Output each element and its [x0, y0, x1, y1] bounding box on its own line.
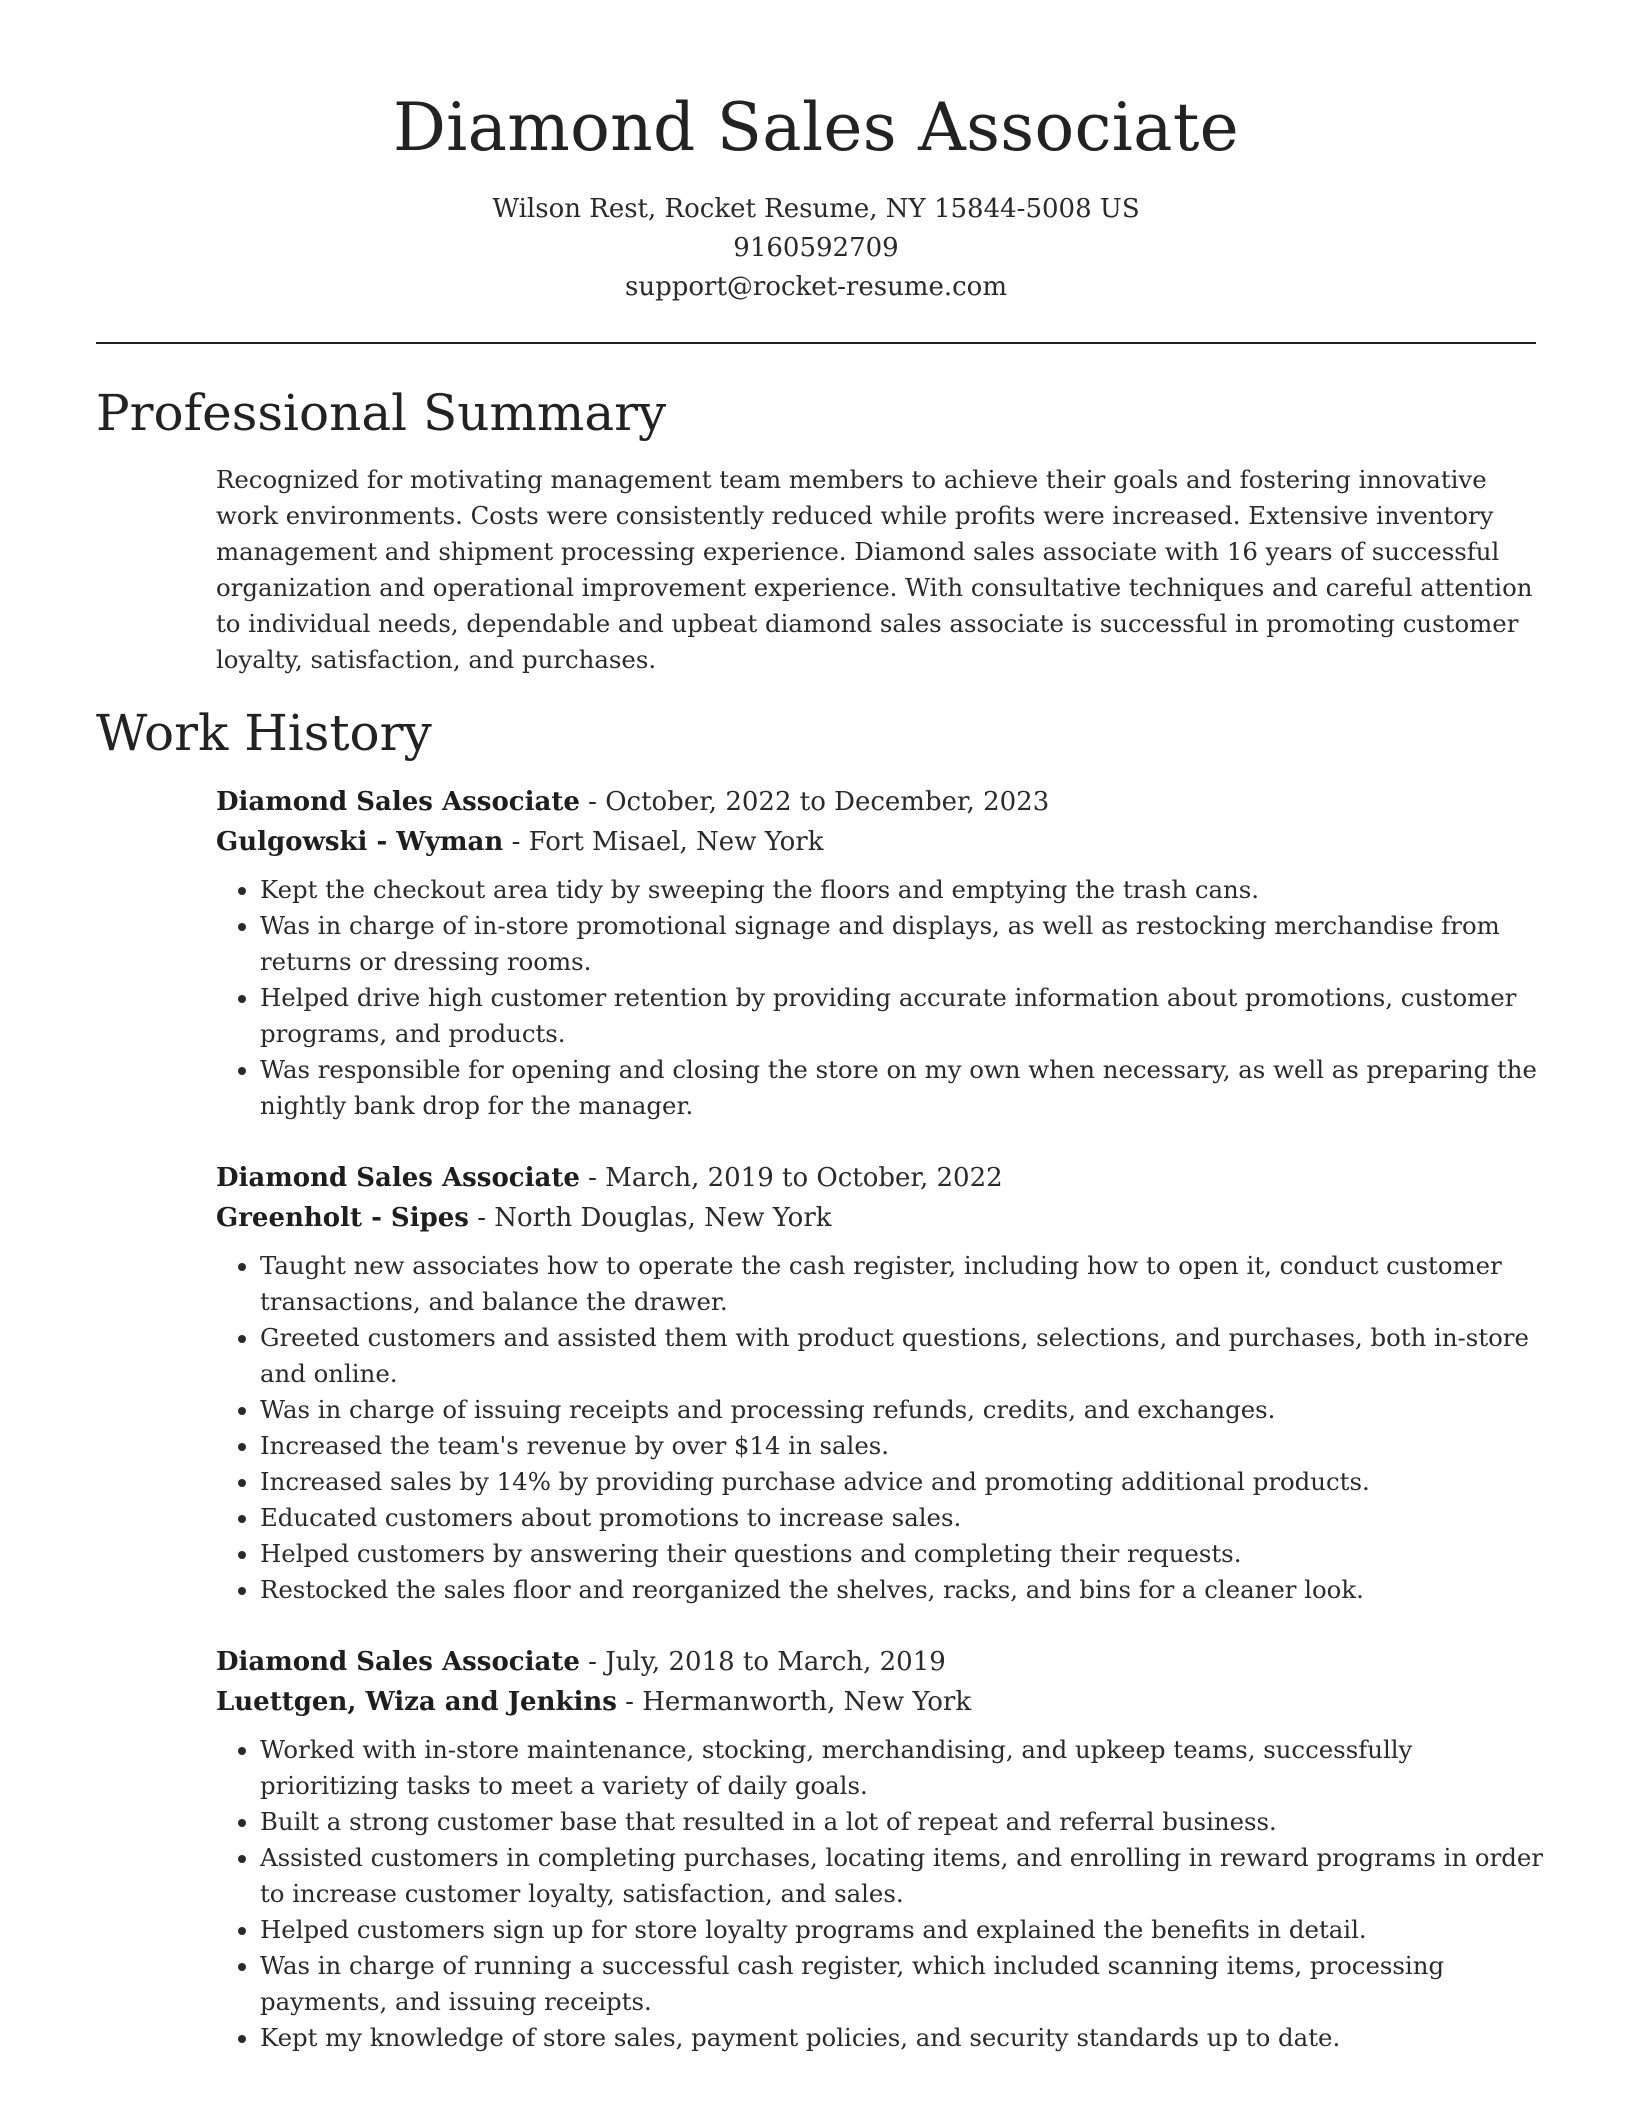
job-bullet: • Built a strong customer base that resulted in a lot of repeat and referral business. — [260, 1804, 1546, 1840]
job-bullet: • Was in charge of issuing receipts and processing refunds, credits, and exchanges. — [260, 1392, 1546, 1428]
header-divider — [96, 342, 1536, 344]
contact-phone: 9160592709 — [733, 233, 899, 263]
job-bullet: • Kept the checkout area tidy by sweeping the floors and emptying the trash cans. — [260, 872, 1546, 908]
job-bullet: • Taught new associates how to operate the cash register, including how to open it, conduct customer transactions, and balance the drawer. — [260, 1248, 1546, 1320]
resume-header — [0, 0, 1632, 307]
job-entry — [216, 782, 1546, 1124]
candidate-name: Diamond Sales Associate — [392, 89, 1240, 166]
job-bullet: • Educated customers about promotions to increase sales. — [260, 1500, 1546, 1536]
job-bullet: • Increased sales by 14% by providing purchase advice and promoting additional products. — [260, 1464, 1546, 1500]
job-bullet: • Was responsible for opening and closing the store on my own when necessary, as well as preparing the nightly bank drop for the manager. — [260, 1052, 1546, 1124]
job-company-line — [216, 1682, 1546, 1722]
summary-heading: Professional Summary — [96, 384, 667, 442]
job-bullet: • Helped customers by answering their questions and completing their requests. — [260, 1536, 1546, 1572]
job-title-line — [216, 782, 1546, 822]
job-title-line — [216, 1158, 1546, 1198]
job-bullet: • Restocked the sales floor and reorganized the shelves, racks, and bins for a cleaner look. — [260, 1572, 1546, 1608]
summary-text: Recognized for motivating management team members to achieve their goals and fostering innovative work environments. Costs were consistently reduced while profits were increased. Extensive inventory management and shipment processing experience. Diamond sales associate with 16 years of successful organization and operational improvement experience. With consultative techniques and careful attention to individual needs, dependable and upbeat diamond sales associate is successful in promoting customer loyalty, satisfaction, and purchases. — [216, 465, 1533, 674]
job-bullet: • Helped drive high customer retention by providing accurate information about promotions, customer programs, and products. — [260, 980, 1546, 1052]
work-history-list — [216, 782, 1546, 2090]
job-bullets — [216, 1732, 1546, 2056]
contact-address: Wilson Rest, Rocket Resume, NY 15844-5008 US — [492, 194, 1140, 224]
job-bullet: • Kept my knowledge of store sales, payment policies, and security standards up to date. — [260, 2020, 1546, 2056]
job-bullet: • Was in charge of running a successful cash register, which included scanning items, processing payments, and issuing receipts. — [260, 1948, 1546, 2020]
job-entry — [216, 1158, 1546, 1608]
job-bullets — [216, 872, 1546, 1124]
job-dates: - October, 2022 to December, 2023 — [579, 787, 1050, 817]
job-title-line — [216, 1642, 1546, 1682]
job-bullet: • Increased the team's revenue by over $14 in sales. — [260, 1428, 1546, 1464]
job-bullet: • Was in charge of in-store promotional signage and displays, as well as restocking merchandise from returns or dressing rooms. — [260, 908, 1546, 980]
job-company-line — [216, 1198, 1546, 1238]
job-dates: - March, 2019 to October, 2022 — [579, 1163, 1003, 1193]
job-company: Greenholt - Sipes — [216, 1203, 469, 1233]
job-bullets — [216, 1248, 1546, 1608]
job-location: - North Douglas, New York — [468, 1203, 832, 1233]
job-bullet: • Assisted customers in completing purchases, locating items, and enrolling in reward programs in order to increase customer loyalty, satisfaction, and sales. — [260, 1840, 1546, 1912]
job-entry — [216, 1642, 1546, 2056]
contact-email: support@rocket-resume.com — [624, 272, 1007, 302]
job-title: Diamond Sales Associate — [216, 1163, 580, 1193]
job-bullet: • Greeted customers and assisted them with product questions, selections, and purchases, both in-store and online. — [260, 1320, 1546, 1392]
job-company: Gulgowski - Wyman — [216, 827, 504, 857]
job-title: Diamond Sales Associate — [216, 1647, 580, 1677]
job-dates: - July, 2018 to March, 2019 — [579, 1647, 946, 1677]
contact-block — [0, 190, 1632, 307]
work-history-heading: Work History — [96, 704, 432, 762]
job-bullet: • Worked with in-store maintenance, stocking, merchandising, and upkeep teams, successfully prioritizing tasks to meet a variety of daily goals. — [260, 1732, 1546, 1804]
job-company: Luettgen, Wiza and Jenkins — [216, 1687, 617, 1717]
job-bullet: • Helped customers sign up for store loyalty programs and explained the benefits in detail. — [260, 1912, 1546, 1948]
job-location: - Fort Misael, New York — [503, 827, 824, 857]
job-company-line — [216, 822, 1546, 862]
job-location: - Hermanworth, New York — [616, 1687, 972, 1717]
job-title: Diamond Sales Associate — [216, 787, 580, 817]
